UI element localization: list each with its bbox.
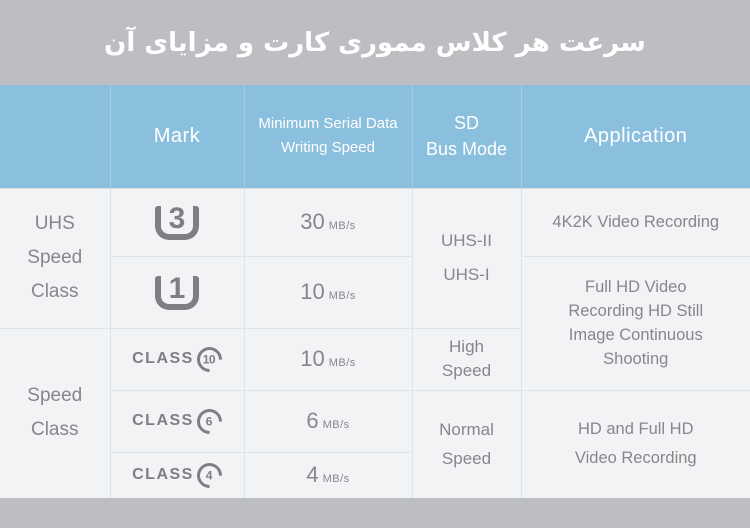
- application-cell-fullhd: Full HD Video Recording HD Still Image Continuous Shooting: [521, 256, 750, 390]
- row-group-speed-class: Speed Class: [0, 328, 110, 498]
- bus-mode-cell-normal: Normal Speed: [412, 390, 521, 498]
- bottom-bar: [0, 498, 750, 528]
- header-blank: [0, 85, 110, 188]
- table-row: [0, 188, 750, 256]
- speed-cell: 10 MB/s: [244, 328, 412, 390]
- speed-class-table: [0, 85, 750, 498]
- speed-cell: 4 MB/s: [244, 452, 412, 498]
- table-row: [0, 256, 750, 328]
- header-min-writing-speed: [244, 85, 412, 188]
- header-min-writing-speed-line2: Writing Speed: [281, 139, 375, 157]
- row-group-uhs-speed-class: UHS Speed Class: [0, 188, 110, 328]
- mark-cell-class4: [110, 452, 244, 498]
- speed-cell: 6 MB/s: [244, 390, 412, 452]
- application-cell-hd: HD and Full HD Video Recording: [521, 390, 750, 498]
- class-circle: 10: [192, 341, 227, 376]
- header-row: [0, 85, 750, 188]
- header-sd-bus-mode-line1: SD: [453, 113, 479, 134]
- class10-mark-icon: CLASS 10: [132, 347, 222, 372]
- u1-mark-icon: 1: [155, 270, 199, 310]
- page-title: سرعت هر کلاس مموری کارت و مزایای آن: [104, 27, 646, 58]
- mark-cell-class10: [110, 328, 244, 390]
- header-mark: Mark: [110, 85, 244, 188]
- header-application: Application: [521, 85, 750, 188]
- table-row: [0, 390, 750, 452]
- class6-mark-icon: CLASS 6: [132, 409, 222, 434]
- header-min-writing-speed-line1: Minimum Serial Data: [258, 115, 398, 133]
- bus-mode-cell-uhs: UHS-II UHS-I: [412, 188, 521, 328]
- application-cell-4k2k: 4K2K Video Recording: [521, 188, 750, 256]
- header-sd-bus-mode: [412, 85, 521, 188]
- mark-cell-u1: [110, 256, 244, 328]
- title-bar: [0, 0, 750, 85]
- u3-mark-icon: 3: [155, 200, 199, 240]
- mark-cell-class6: [110, 390, 244, 452]
- bus-mode-cell-high: High Speed: [412, 328, 521, 390]
- class-circle: 6: [192, 403, 227, 438]
- speed-cell: 10 MB/s: [244, 256, 412, 328]
- class4-mark-icon: CLASS 4: [132, 463, 222, 488]
- header-sd-bus-mode-line2: Bus Mode: [425, 139, 508, 160]
- speed-cell: 30 MB/s: [244, 188, 412, 256]
- mark-cell-u3: [110, 188, 244, 256]
- class-circle: 4: [192, 458, 227, 493]
